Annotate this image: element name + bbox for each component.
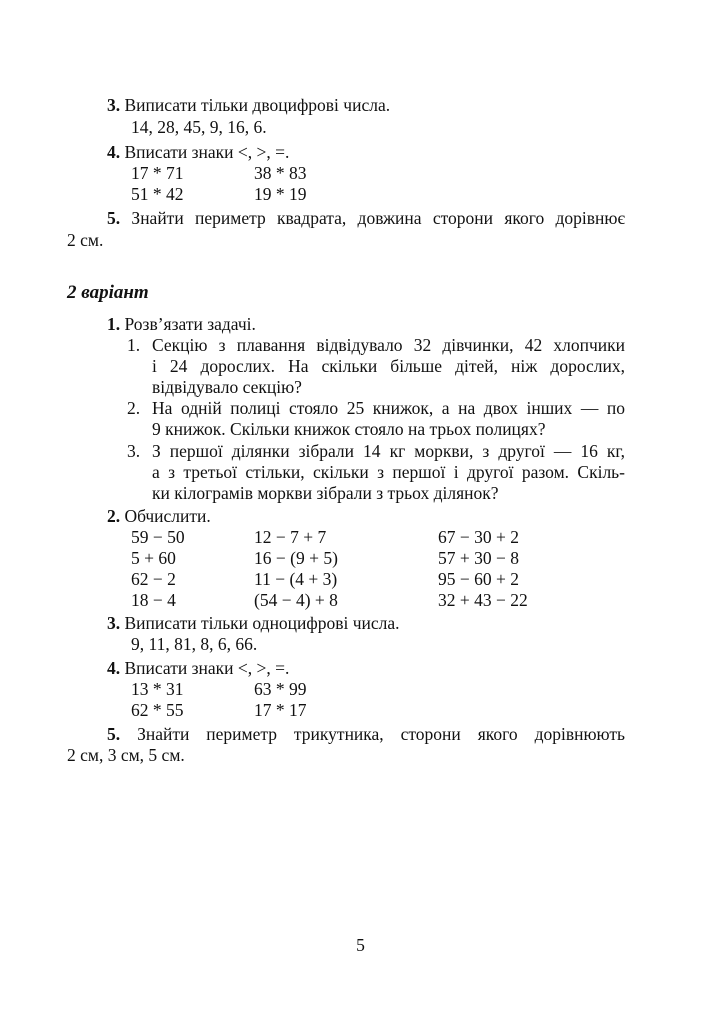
task-number: 4.: [107, 142, 121, 162]
task-number: 2.: [107, 506, 121, 526]
expression: 11 − (4 + 3): [254, 569, 338, 589]
page-number: 5: [356, 935, 365, 955]
task-4-heading: [107, 141, 289, 163]
task-number: 5.: [107, 208, 121, 228]
problem-line: ки кілограмів моркви зібрали з трьох ділянок?: [152, 483, 499, 503]
task-number: 1.: [107, 314, 121, 334]
problem-number: 3.: [127, 441, 141, 461]
task-text: Виписати тільки двоцифрові числа.: [124, 95, 391, 115]
task-1-heading: [107, 313, 256, 335]
task-number: 4.: [107, 658, 121, 678]
task-text: Знайти периметр квадрата, довжина сторони якого дорівнює: [131, 208, 625, 228]
task-5-line-1: [107, 723, 625, 745]
compare-item: 19 * 19: [254, 184, 307, 204]
task-3-heading: [107, 94, 390, 116]
task-5-line-1: [107, 207, 625, 229]
task-text: Вписати знаки <, >, =.: [124, 142, 290, 162]
problem-line: На одній полиці стояло 25 книжок, а на двох інших — по: [152, 398, 625, 418]
problem-line: відвідувало секцію?: [152, 377, 302, 397]
expression: 62 − 2: [131, 569, 176, 589]
expression: 18 − 4: [131, 590, 176, 610]
compare-item: 51 * 42: [131, 184, 184, 204]
task-text: Знайти периметр трикутника, сторони якого дорівнюють: [137, 724, 626, 744]
expression: 59 − 50: [131, 527, 185, 547]
problem-line: і 24 дорослих. На скільки більше дітей, ніж дорослих,: [152, 356, 625, 376]
expression: 32 + 43 − 22: [438, 590, 528, 610]
expression: 12 − 7 + 7: [254, 527, 327, 547]
task-3-numbers: 14, 28, 45, 9, 16, 6.: [131, 117, 267, 137]
task-text: Обчислити.: [124, 506, 211, 526]
compare-item: 17 * 17: [254, 700, 307, 720]
task-number: 3.: [107, 613, 121, 633]
problem-number: 2.: [127, 398, 141, 418]
expression: 57 + 30 − 8: [438, 548, 519, 568]
compare-item: 13 * 31: [131, 679, 184, 699]
problem-number: 1.: [127, 335, 141, 355]
task-number: 3.: [107, 95, 121, 115]
task-3-heading: [107, 612, 400, 634]
problem-line: 9 книжок. Скільки книжок стояло на трьох полицях?: [152, 419, 546, 439]
task-number: 5.: [107, 724, 121, 744]
task-2-heading: [107, 505, 211, 527]
compare-item: 38 * 83: [254, 163, 307, 183]
expression: 67 − 30 + 2: [438, 527, 519, 547]
task-text: Вписати знаки <, >, =.: [124, 658, 290, 678]
task-4-heading: [107, 657, 289, 679]
task-5-line-2: 2 см.: [67, 230, 104, 250]
problem-line: З першої ділянки зібрали 14 кг моркви, з другої — 16 кг,: [152, 441, 625, 461]
task-5-line-2: 2 см, 3 см, 5 см.: [67, 745, 185, 765]
task-text: Розв’язати задачі.: [124, 314, 256, 334]
compare-item: 17 * 71: [131, 163, 184, 183]
expression: (54 − 4) + 8: [254, 590, 338, 610]
problem-line: Секцію з плавання відвідувало 32 дівчинки, 42 хлопчики: [152, 335, 625, 355]
task-3-numbers: 9, 11, 81, 8, 6, 66.: [131, 634, 258, 654]
expression: 95 − 60 + 2: [438, 569, 519, 589]
task-text: Виписати тільки одноцифрові числа.: [124, 613, 400, 633]
problem-line: а з третьої стільки, скільки з першої і другої разом. Скіль-: [152, 462, 625, 482]
variant-heading: 2 варіант: [67, 282, 149, 303]
expression: 5 + 60: [131, 548, 176, 568]
expression: 16 − (9 + 5): [254, 548, 338, 568]
compare-item: 63 * 99: [254, 679, 307, 699]
compare-item: 62 * 55: [131, 700, 184, 720]
